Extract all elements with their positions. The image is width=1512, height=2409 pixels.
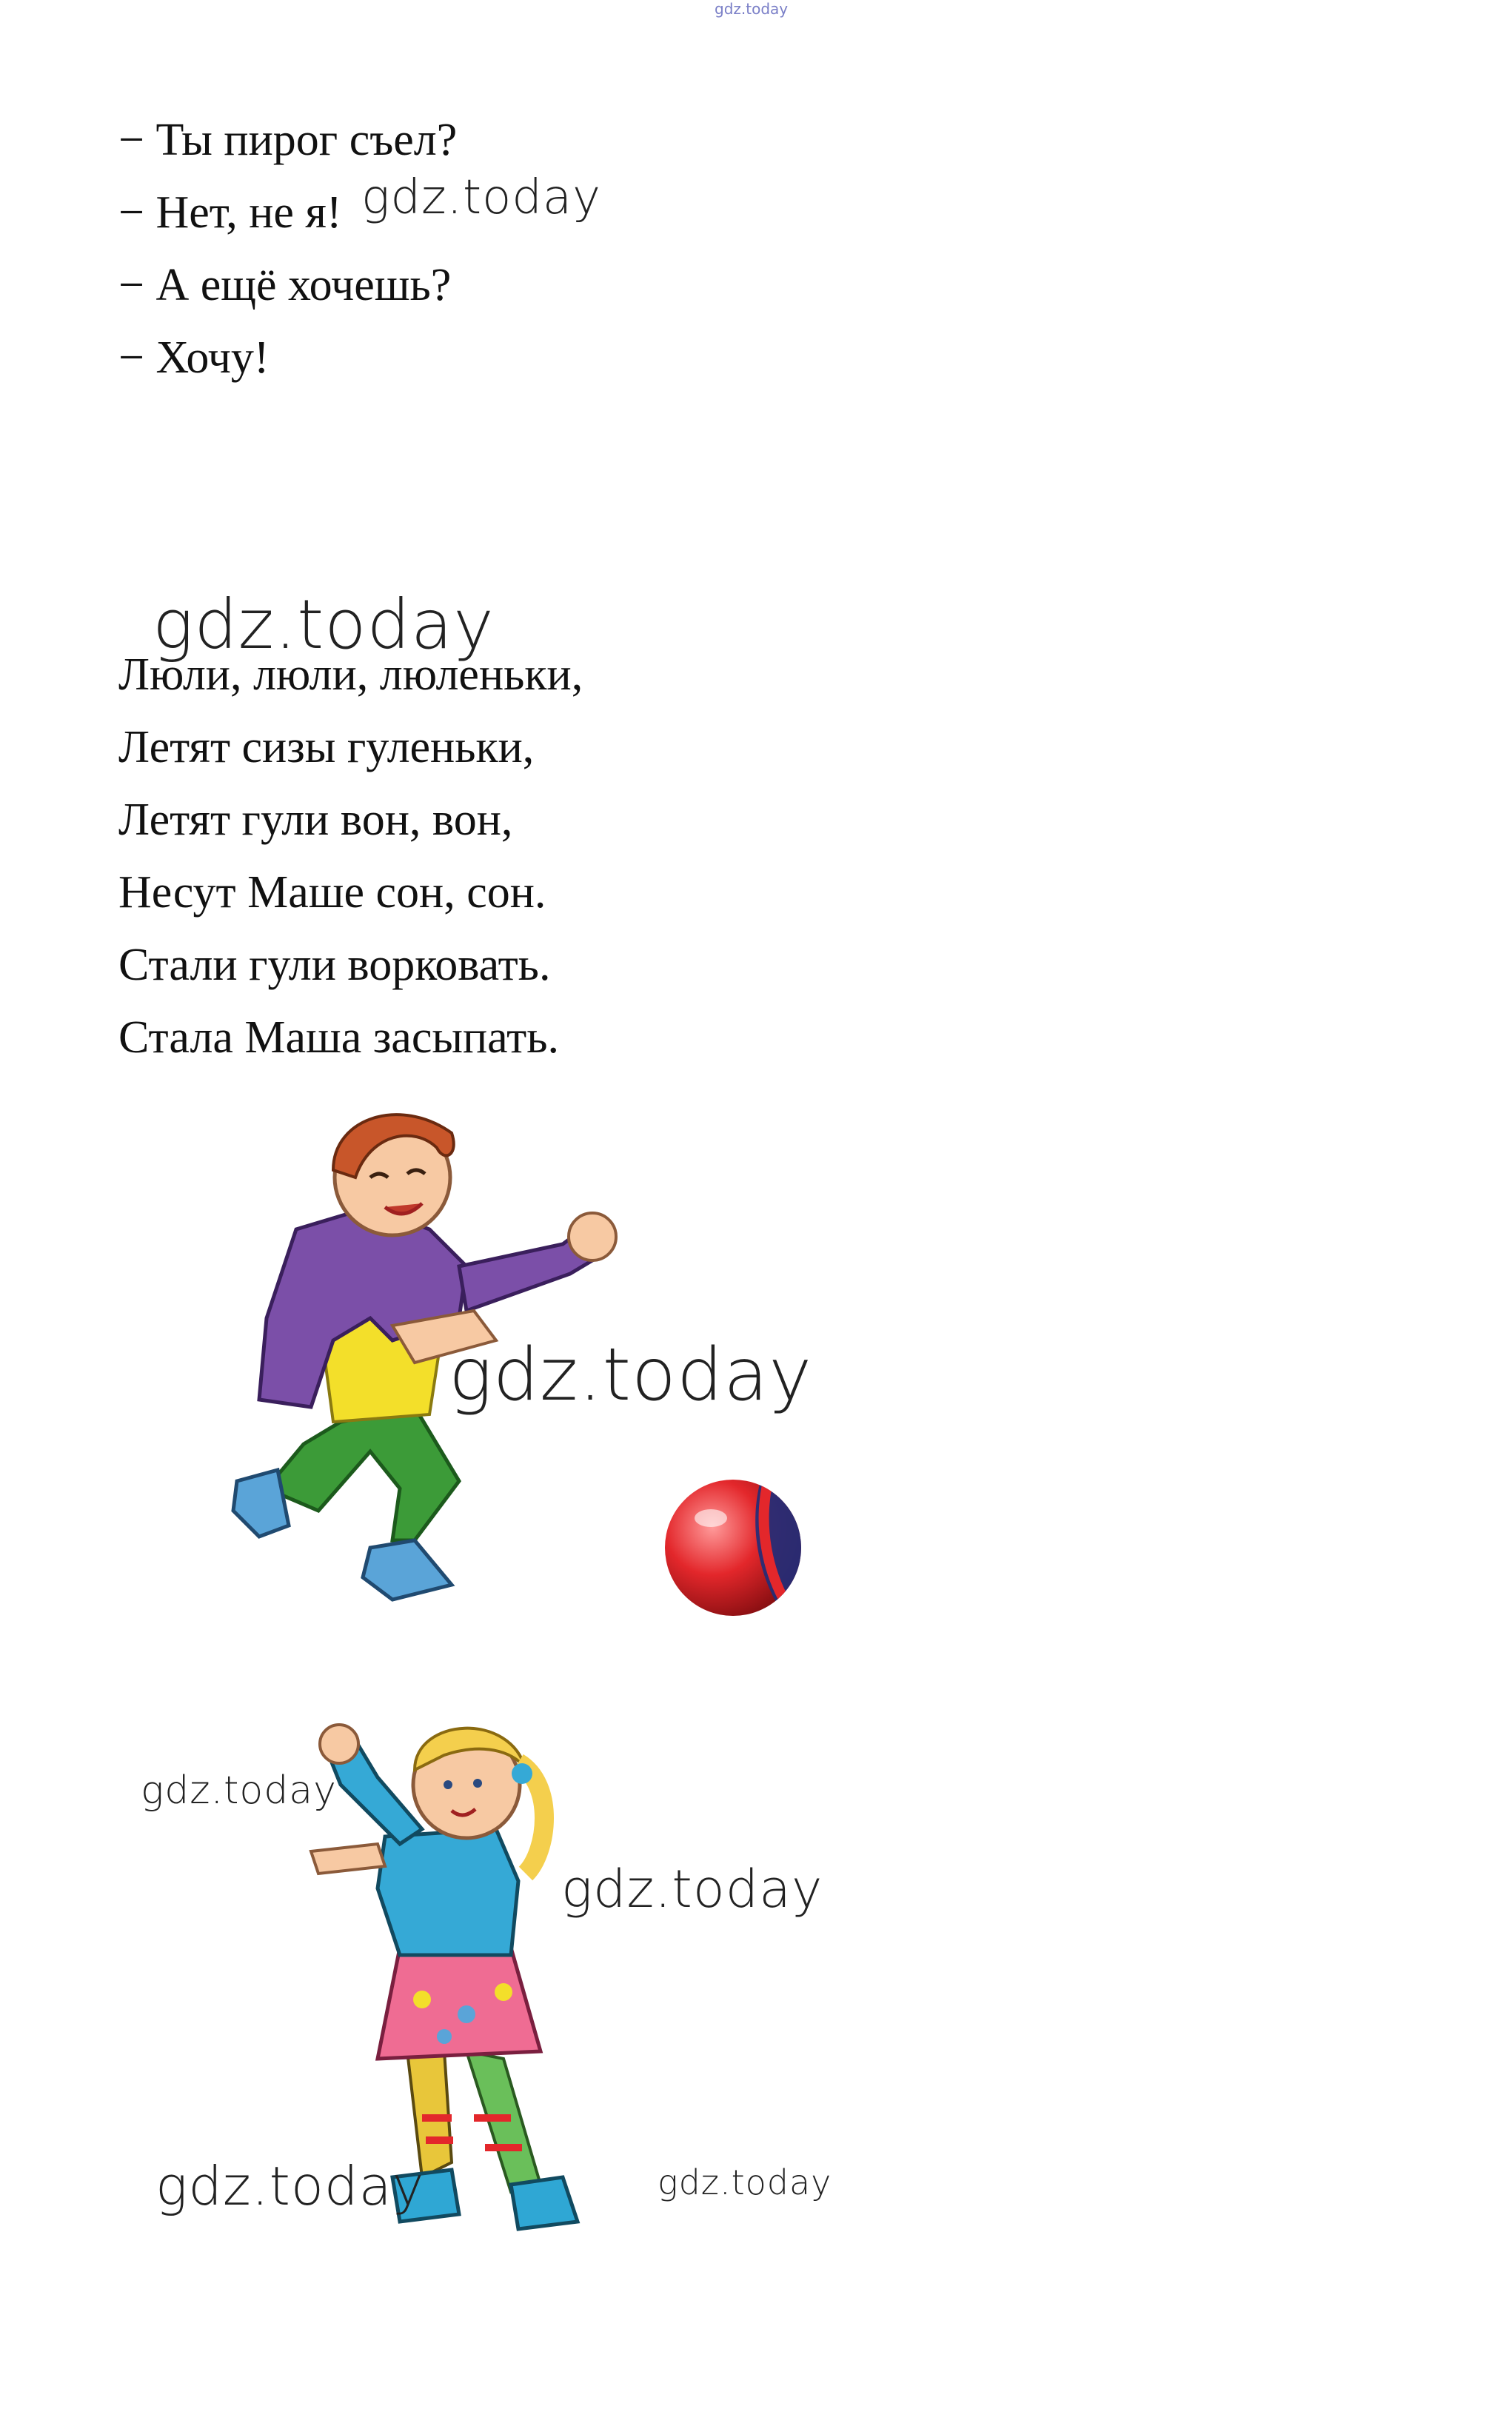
poem-line: Летят сизы гуленьки, (118, 722, 535, 772)
dialogue-line: − Ты пирог съел? (118, 115, 458, 165)
poem-line: Стала Маша засыпать. (118, 1012, 559, 1063)
watermark: gdz.today (141, 1768, 337, 1813)
watermark: gdz.today (153, 585, 495, 664)
dialogue-line: − Хочу! (118, 333, 270, 383)
watermark: gdz.today (449, 1333, 813, 1417)
dialogue-line: − Нет, не я! (118, 187, 342, 238)
poem-line: Летят гули вон, вон, (118, 795, 513, 845)
ball-illustration (659, 1474, 807, 1622)
poem-line: Стали гули ворковать. (118, 940, 551, 990)
poem-line: Несут Маше сон, сон. (118, 867, 546, 918)
poem-block (118, 638, 583, 1074)
poem-line: Люли, люли, люленьки, (118, 649, 583, 700)
watermark: gdz.today (561, 1859, 823, 1919)
dialogue-block (118, 104, 457, 394)
dialogue-line: − А ещё хочешь? (118, 260, 452, 310)
watermark: gdz.today (361, 170, 601, 225)
header-watermark: gdz.today (715, 0, 789, 18)
watermark: gdz.today (658, 2162, 832, 2202)
watermark: gdz.today (155, 2155, 425, 2217)
